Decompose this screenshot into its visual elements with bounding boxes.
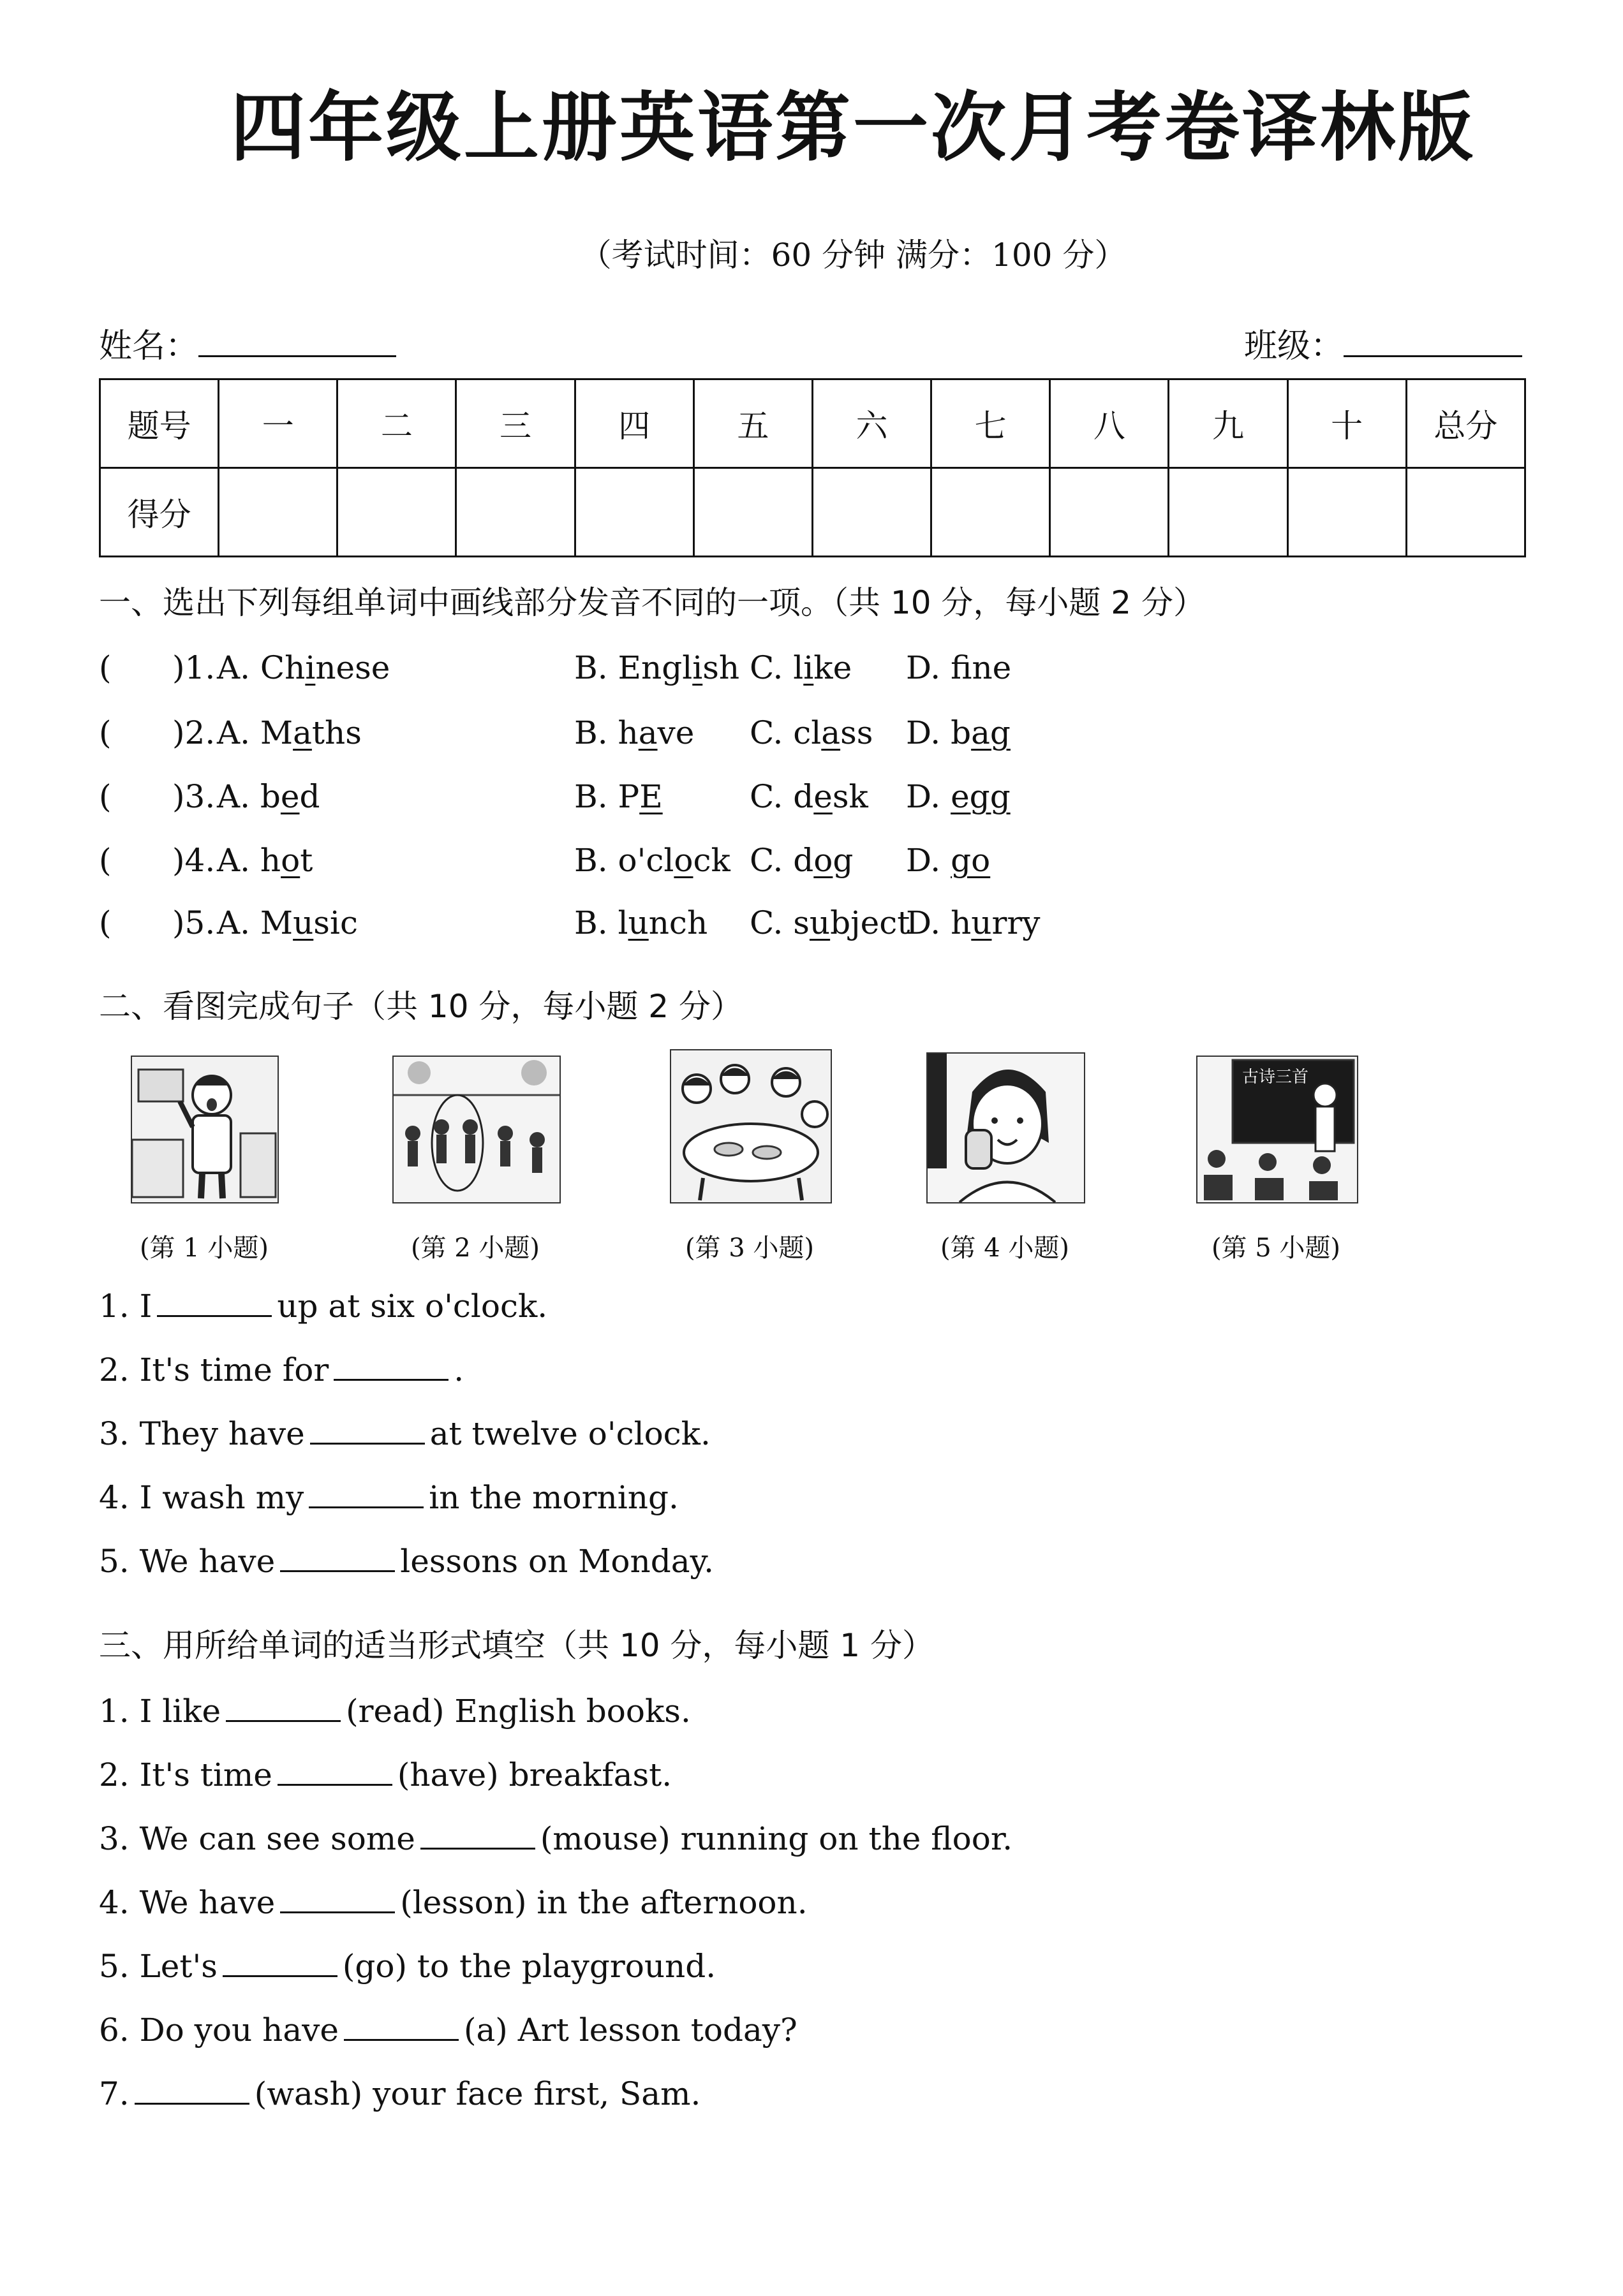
question-number: )1. [172,649,216,686]
score-header-cell: 二 [337,379,456,468]
answer-blank[interactable] [420,1820,535,1850]
fill-in-sentence [99,1756,672,1793]
sentence-start: 2. It's time [99,1756,272,1793]
score-header-cell: 六 [812,379,931,468]
exam-info: （考试时间：60 分钟 满分：100 分） [579,237,1127,274]
option-d [906,778,1011,815]
answer-bracket[interactable]: ( [99,842,112,879]
sentence-end: (lesson) in the afternoon. [400,1884,808,1921]
underlined-letters: egg [951,778,1011,815]
score-cell[interactable] [1169,468,1287,557]
pronunciation-question [0,904,1623,949]
sentence-start: 1. I like [99,1693,221,1730]
score-cell[interactable] [219,468,337,557]
option-text: B. P [574,778,640,815]
fill-in-sentence [99,1478,679,1516]
option-text: ck [693,842,730,879]
score-table-score-row [100,468,1525,557]
option-d [906,649,1011,686]
sentence-start: 4. I wash my [99,1479,304,1516]
picture-caption-1: (第 1 小题) [139,1233,269,1263]
option-b [574,714,694,751]
sentence-end: (a) Art lesson today? [463,2012,797,2049]
score-cell[interactable] [456,468,575,557]
underlined-letters: i [305,649,316,686]
fill-in-sentence [99,2011,797,2049]
name-blank[interactable] [198,322,396,357]
option-text: C. d [750,778,814,815]
answer-bracket[interactable]: ( [99,778,112,815]
score-header-cell: 九 [1169,379,1287,468]
fill-in-sentence [99,1947,716,1985]
underlined-letters: i [692,649,703,686]
sentence-end: up at six o'clock. [277,1288,548,1325]
option-b [574,842,730,879]
sentence-start: 4. We have [99,1884,276,1921]
underlined-letters: u [293,904,314,941]
score-cell[interactable] [1050,468,1169,557]
answer-bracket[interactable]: ( [99,904,112,941]
sentence-end: (wash) your face first, Sam. [254,2075,701,2112]
answer-bracket[interactable]: ( [99,714,112,751]
option-text: nese [315,649,390,686]
answer-blank[interactable] [280,1542,395,1572]
section-3-heading: 三、用所给单词的适当形式填空（共 10 分，每小题 1 分） [99,1627,935,1664]
option-text: rry [991,904,1041,941]
picture-family-lunch [670,1049,832,1203]
sentence-start: 2. It's time for [99,1351,329,1388]
fill-in-sentence [99,1692,691,1730]
option-text: ths [311,714,362,751]
answer-bracket[interactable]: ( [99,649,112,686]
underlined-letters: a [293,714,312,751]
sentence-start: 7. [99,2075,130,2112]
option-b [574,778,663,815]
answer-blank[interactable] [310,1415,425,1445]
option-text: bject [830,904,910,941]
underlined-letters: a [638,714,658,751]
score-row-label: 得分 [100,468,219,557]
option-text: A. Ch [217,649,306,686]
question-number: )2. [172,714,216,751]
score-cell[interactable] [931,468,1050,557]
pronunciation-question [0,714,1623,759]
option-text: C. l [750,649,804,686]
fill-in-sentence [99,1415,711,1452]
score-header-cell: 七 [931,379,1050,468]
score-table-header-row [100,379,1525,468]
score-header-cell: 五 [693,379,812,468]
blackboard-text: 古诗三首 [1242,1068,1309,1087]
sentence-end: . [454,1351,464,1388]
class-field[interactable] [1244,319,1522,367]
underlined-letters: o [281,842,300,879]
score-header-cell: 一 [219,379,337,468]
sentence-end: (read) English books. [346,1693,691,1730]
underlined-letters: e [280,778,300,815]
score-cell[interactable] [575,468,693,557]
option-a [217,842,313,879]
pronunciation-question [0,842,1623,887]
option-text: B. h [574,714,639,751]
sentence-end: in the morning. [429,1479,679,1516]
option-text: ve [657,714,695,751]
score-cell[interactable] [337,468,456,557]
score-header-cell: 八 [1050,379,1169,468]
name-label: 姓名： [99,327,199,365]
underlined-letters: E [639,778,663,815]
answer-blank[interactable] [135,2075,249,2105]
option-a [217,778,320,815]
option-text: A. h [217,842,281,879]
underlined-letters: u [809,904,831,941]
sentence-start: 3. They have [99,1415,305,1452]
fill-in-sentence [99,2075,700,2112]
underlined-letters: i [803,649,814,686]
score-header-cell: 题号 [100,379,219,468]
option-text: A. b [217,778,281,815]
picture-caption-4: (第 4 小题) [940,1233,1070,1263]
section-1-heading: 一、选出下列每组单词中画线部分发音不同的一项。（共 10 分，每小题 2 分） [99,584,1206,621]
option-text: g [833,842,854,879]
option-text: A. M [217,714,293,751]
section-2-heading: 二、看图完成句子（共 10 分，每小题 2 分） [99,988,743,1025]
question-number: )5. [172,904,216,941]
answer-blank[interactable] [309,1478,424,1508]
class-blank[interactable] [1344,322,1522,357]
sentence-end: lessons on Monday. [400,1543,715,1580]
option-d [906,714,1011,751]
option-text: C. d [750,842,814,879]
answer-blank[interactable] [280,1883,395,1913]
option-c [750,842,853,879]
option-text: ss [840,714,873,751]
option-text: C. s [750,904,810,941]
answer-blank[interactable] [278,1756,392,1786]
picture-caption-2: (第 2 小题) [410,1233,540,1263]
option-text: C. cl [750,714,822,751]
picture-caption-3: (第 3 小题) [685,1233,815,1263]
option-text: D. [906,778,951,815]
underlined-letters: a [821,714,841,751]
sentence-start: 3. We can see some [99,1820,415,1857]
option-c [750,904,910,941]
fill-in-sentence [99,1542,714,1580]
sentence-start: 5. Let's [99,1948,218,1985]
fill-in-sentence [99,1820,1012,1857]
picture-boy-waking-up [131,1056,279,1203]
option-text: sk [832,778,868,815]
option-a [217,904,358,941]
sentence-start: 6. Do you have [99,2012,339,2049]
option-text: ke [813,649,852,686]
score-header-cell: 四 [575,379,693,468]
score-cell[interactable] [693,468,812,557]
fill-in-sentence [99,1351,464,1388]
class-label: 班级： [1244,327,1344,365]
option-a [217,714,362,751]
sentence-end: (have) breakfast. [397,1756,672,1793]
picture-girl-washing-face [926,1052,1085,1203]
answer-blank[interactable] [223,1947,337,1977]
page-title: 四年级上册英语第一次月考卷译林版 [230,84,1476,172]
option-text: B. Engl [574,649,693,686]
score-cell[interactable] [812,468,931,557]
sentence-end: (go) to the playground. [342,1948,716,1985]
option-d [906,904,1041,941]
underlined-letters: o [674,842,693,879]
option-text: B. o'cl [574,842,674,879]
answer-blank[interactable] [334,1351,448,1381]
underlined-letters: e [813,778,833,815]
score-header-cell: 三 [456,379,575,468]
fill-in-sentence [99,1287,547,1325]
pronunciation-question [0,649,1623,694]
underlined-letters: go [951,842,991,879]
score-cell[interactable] [1287,468,1406,557]
score-cell[interactable] [1406,468,1525,557]
option-d [906,842,990,879]
option-text: D. [906,842,951,879]
underlined-letters: u [628,904,649,941]
option-text: d [299,778,320,815]
answer-blank[interactable] [226,1692,341,1722]
option-text: ne [972,649,1012,686]
fill-in-sentence [99,1883,808,1921]
option-a [217,649,390,686]
option-text: t [300,842,313,879]
sentence-end: (mouse) running on the floor. [540,1820,1013,1857]
option-c [750,778,868,815]
sentence-end: at twelve o'clock. [429,1415,711,1452]
option-text: nch [648,904,708,941]
name-field[interactable] [99,319,396,367]
option-c [750,714,873,751]
picture-classroom [1196,1056,1358,1203]
underlined-letters: ag [971,714,1011,751]
picture-caption-5: (第 5 小题) [1211,1233,1341,1263]
sentence-start: 5. We have [99,1543,276,1580]
underlined-letters: u [971,904,992,941]
option-text: D. f [906,649,972,686]
picture-children-playing [392,1056,561,1203]
option-text: A. M [217,904,293,941]
option-b [574,649,739,686]
option-text: D. h [906,904,972,941]
sentence-start: 1. I [99,1288,152,1325]
option-b [574,904,708,941]
score-header-cell: 总分 [1406,379,1525,468]
option-text: sic [313,904,358,941]
option-text: sh [702,649,740,686]
option-text: B. l [574,904,628,941]
answer-blank[interactable] [344,2011,459,2041]
answer-blank[interactable] [157,1287,272,1317]
score-table [99,378,1526,557]
option-text: D. b [906,714,972,751]
score-header-cell: 十 [1287,379,1406,468]
question-number: )4. [172,842,216,879]
underlined-letters: o [813,842,833,879]
option-c [750,649,852,686]
pronunciation-question [0,778,1623,823]
question-number: )3. [172,778,216,815]
